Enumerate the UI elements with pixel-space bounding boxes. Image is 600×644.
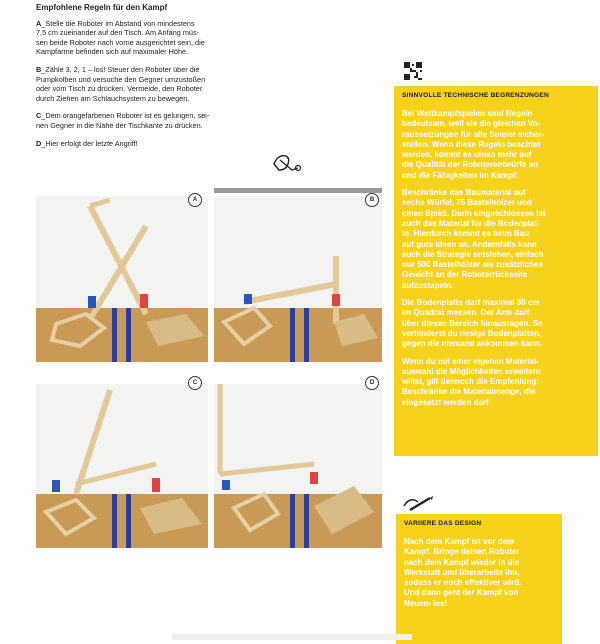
photo-d-badge: D: [365, 376, 379, 390]
rule-a-text: _Stelle die Roboter im Abstand von mindestens 7,5 cm zueinander auf den Tisch. Am Anfang müs- sen beide Roboter nach vorne ausgerichtet sein, die Kampfarme befinden sich auf maximaler Höhe.: [36, 18, 205, 57]
rule-a-label: A: [36, 18, 42, 28]
rule-a: [36, 19, 268, 57]
photo-b: [214, 196, 382, 362]
photo-a-badge: A: [188, 193, 202, 207]
rule-b: [36, 65, 268, 103]
photo-b-badge: B: [365, 193, 379, 207]
footer-strip: [172, 634, 412, 640]
technical-limits-p3: Die Bodenplatte darf maximal 30 cm im Quadrat messen. Der Arm darf über diesen Bereich hinausragen. So verhinderst du riesige Bodenplatten, gegen die niemand ankommen kann.: [402, 298, 543, 349]
tools-icon: [270, 150, 304, 181]
photo-c: [36, 384, 208, 548]
rule-c: [36, 111, 268, 130]
design-p1: Nach dem Kampf ist vor dem Kampf. Bringe deinen Roboter nach dem Kampf wieder in die Werkstatt und überarbeite ihn, sodass er noch effektiver wird. Und dann geht der Kampf von Neuem los!: [404, 537, 522, 608]
rule-d: [36, 139, 268, 149]
rule-d-text: _Hier erfolgt der letzte Angriff!: [41, 138, 138, 148]
rule-b-label: B: [36, 64, 42, 74]
rule-c-label: C: [36, 111, 42, 121]
rules-title: Empfohlene Regeln für den Kampf: [36, 3, 168, 12]
photo-c-badge: C: [188, 376, 202, 390]
rules-section: [36, 0, 268, 156]
photo-top-bar: [214, 188, 382, 193]
rule-c-text: _Dem orangefarbenen Roboter ist es gelungen, sei- nen Gegner in die Nähe der Tischkante zu drücken.: [36, 111, 210, 130]
rule-d-label: D: [36, 138, 42, 148]
technical-limits-p2: Beschränke das Baumaterial auf sechs Würfel, 75 Bastelhölzer und einen Spieß. Darin eingeschlossen ist auch das Material für die Bodenplat- te. Hierdurch kommt es beim Bau auf gute Ideen an. Andernfalls kann auch die Strategie entstehen, einfach nur 500 Bastelhölzer als zusätzliches Gewicht an der Roboterrückseite aufzustapeln.: [402, 188, 546, 290]
technical-limits-heading: SINNVOLLE TECHNISCHE BEGRENZUNGEN: [402, 92, 549, 99]
technical-limits-p1: Bei Wettkampfspielen sind Regeln bedeutsam, weil sie die gleichen Vo- raussetzungen für alle Spieler sicher- stellen. Wenn diese Regeln beachtet werden, kommt es umso mehr auf die Qualität der Roboterentwürfe an und die Fähigkeiten im Kampf:: [402, 109, 545, 180]
technical-limits-box: [394, 86, 598, 456]
design-box: [396, 514, 562, 644]
photo-a: [36, 196, 208, 362]
photo-d: [214, 384, 382, 548]
rule-b-text: _Zähle 3, 2, 1 – los! Steuer den Roboter über die Pumpkolben und versuche den Gegner umzustoßen oder vom Tisch zu drücken. Vermeide, den Roboter durch Ziehen am Schlauchsystem zu bewegen.: [36, 64, 206, 103]
design-heading: VARIIERE DAS DESIGN: [404, 520, 482, 527]
technical-limits-p4: Wenn du mit einer eigenen Material- auswahl die Möglichkeiten erweitern willst, gilt dennoch die Empfehlung: Beschränke die Materialmenge, die eingesetzt werden darf.: [402, 356, 541, 407]
qr-code-icon: [404, 62, 422, 85]
